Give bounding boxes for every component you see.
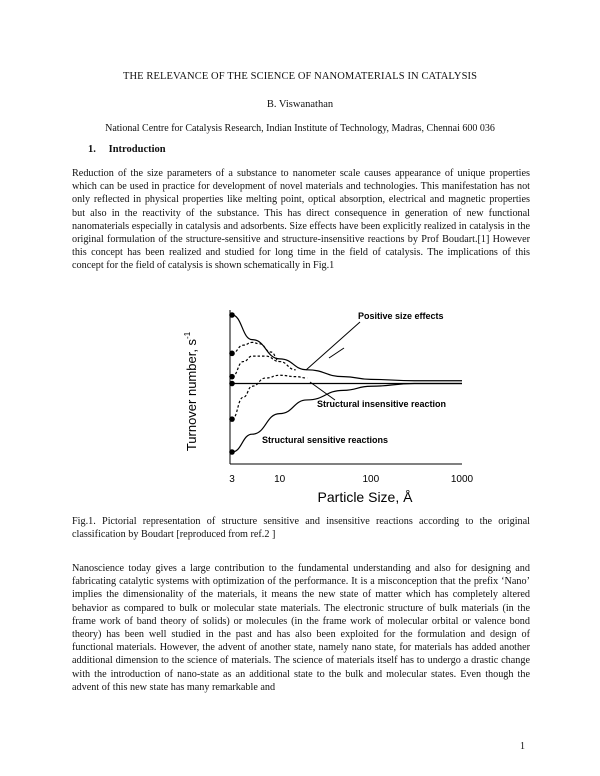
paper-title: THE RELEVANCE OF THE SCIENCE OF NANOMATERIALS IN CATALYSIS — [122, 71, 478, 82]
series-line-0 — [232, 315, 462, 381]
annotation-leader-line — [329, 348, 344, 358]
x-tick-label: 3 — [229, 474, 235, 485]
section-title: Introduction — [108, 144, 166, 155]
x-tick-label: 1000 — [450, 474, 474, 485]
affiliation: National Centre for Catalysis Research, Indian Institute of Technology, Madras, Chennai 600 036 — [105, 123, 495, 134]
series-line-4 — [232, 356, 296, 377]
page-number: 1 — [520, 741, 525, 752]
section-heading — [88, 144, 166, 155]
x-tick-label: 10 — [274, 474, 286, 485]
x-tick-label: 100 — [362, 474, 380, 485]
section-number: 1. — [88, 144, 96, 155]
figure-caption: Fig.1. Pictorial representation of structure sensitive and insensitive reactions according to the original classification by Boudart [reproduced from ref.2 ] — [72, 516, 530, 541]
intro-paragraph-2: Nanoscience today gives a large contribution to the fundamental understanding and also for designing and fabricating catalytic systems with optimization of the performance. It is a misconception that the prefix ‘Nano’ implies the dimensionality of the materials, it means the new state of matter which has completely altered behavior as compared to bulk or molecular state materials. The electronic structure of bulk materials (in the frame work of band theory of solids) or molecules (in the frame work of molecular orbital or valence bond theory) has been well studied in the past and has also been exploited for the formulation and design of functional materials. However, the advent of another state, namely nano state, for materials has added another additional dimension to the science of materials. The science of materials itself has to undergo a drastic change with the introduction of nano-state as an additional state to the bulk and molecular states. Even though the advent of this new state has many remarkable and — [72, 563, 530, 693]
annotation-positive-size-effects: Positive size effects — [358, 311, 444, 321]
annotation-leader-line — [306, 322, 360, 370]
y-axis-label: Turnover number, $s^{-1}$ — [183, 331, 199, 452]
y-axis-label-superscript: -1 — [183, 331, 192, 339]
intro-paragraph-1: Reduction of the size parameters of a substance to nanometer scale causes appearance of unique properties which can be used in practice for development of novel materials and technologies. This manifestation has not only reflected in physical properties like melting point, optical absorption, electrical and magnetic properties but also in the reactivity of the substance. This has direct consequence in generation of new functional nanomaterials especially in catalysis and adsorbents. Size effects have been explicitly realized in catalysis in the original formulation of the structure-sensitive and structure-insensitive reactions by Prof Boudart.[1] However this concept has been realized and studied for long time in the field of catalysis. The implications of this concept for the field of catalysis is shown schematically in Fig.1 — [72, 168, 530, 272]
annotation-structural-insensitive: Structural insensitive reaction — [317, 399, 447, 409]
annotation-structural-sensitive: Structural sensitive reactions — [262, 435, 389, 445]
author-name: B. Viswanathan — [266, 99, 334, 110]
x-axis-label: Particle Size, Å — [317, 489, 413, 505]
series-line-5 — [232, 375, 307, 419]
annotation-leader-line — [310, 382, 335, 400]
figure-1-chart — [170, 300, 500, 505]
